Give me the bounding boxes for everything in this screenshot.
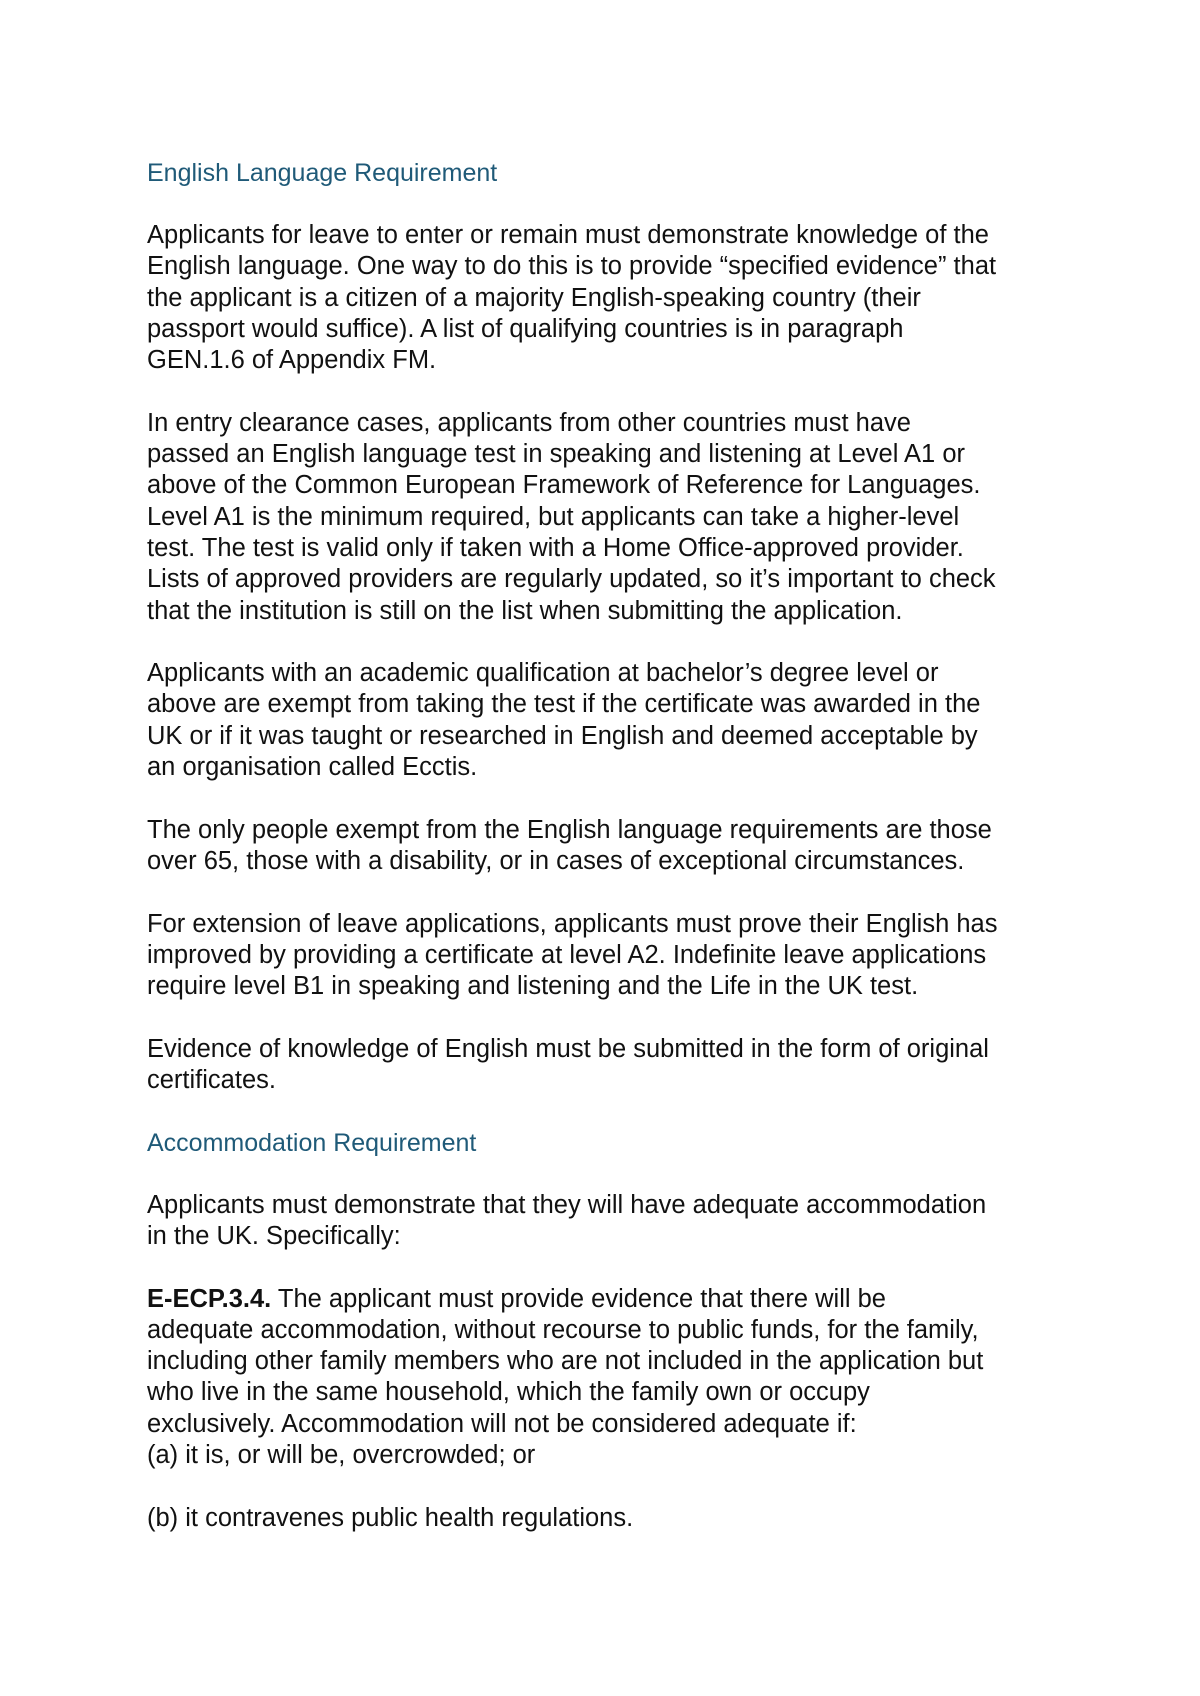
text-line: Applicants for leave to enter or remain must demonstrate knowledge of the bbox=[147, 221, 989, 249]
text-line: adequate accommodation, without recourse to public funds, for the family, bbox=[147, 1315, 979, 1344]
text-line: including other family members who are not included in the application but bbox=[147, 1347, 984, 1376]
text-line: who live in the same household, which the family own or occupy bbox=[147, 1378, 870, 1407]
text-line: Applicants with an academic qualification at bachelor’s degree level or bbox=[147, 659, 939, 688]
text-line: For extension of leave applications, applicants must prove their English has bbox=[147, 909, 998, 938]
text-line: English language. One way to do this is to provide “specified evidence” that bbox=[147, 252, 997, 281]
text-line: The only people exempt from the English language requirements are those bbox=[147, 815, 992, 844]
text-line: that the institution is still on the list when submitting the application. bbox=[147, 596, 903, 625]
text-line: test. The test is valid only if taken with a Home Office-approved provider. bbox=[147, 533, 964, 562]
rule-text: The applicant must provide evidence that there will be bbox=[271, 1284, 886, 1313]
text-line: (a) it is, or will be, overcrowded; or bbox=[147, 1440, 536, 1469]
paragraph bbox=[147, 1190, 1087, 1253]
paragraph bbox=[147, 408, 1087, 627]
text-line: passport would suffice). A list of qualifying countries is in paragraph bbox=[147, 314, 904, 343]
text-line: certificates. bbox=[147, 1066, 276, 1095]
rule-reference: E-ECP.3.4. bbox=[147, 1284, 272, 1313]
text-line: Evidence of knowledge of English must be submitted in the form of original bbox=[147, 1034, 989, 1063]
text-line: In entry clearance cases, applicants from other countries must have bbox=[147, 408, 911, 437]
text-line: Level A1 is the minimum required, but applicants can take a higher-level bbox=[147, 502, 960, 531]
text-line: GEN.1.6 of Appendix FM. bbox=[147, 346, 437, 375]
text-line: passed an English language test in speaking and listening at Level A1 or bbox=[147, 440, 965, 469]
text-line: Lists of approved providers are regularly updated, so it’s important to check bbox=[147, 565, 996, 594]
section-heading: Accommodation Requirement bbox=[147, 1128, 477, 1157]
text-line: exclusively. Accommodation will not be considered adequate if: bbox=[147, 1409, 857, 1438]
text-line: (b) it contravenes public health regulations. bbox=[147, 1503, 634, 1532]
paragraph bbox=[147, 815, 1087, 878]
document-page bbox=[147, 158, 1087, 1565]
text-line: above are exempt from taking the test if the certificate was awarded in the bbox=[147, 690, 981, 719]
text-line: above of the Common European Framework of Reference for Languages. bbox=[147, 471, 981, 500]
paragraph bbox=[147, 220, 1087, 376]
text-line: over 65, those with a disability, or in cases of exceptional circumstances. bbox=[147, 846, 965, 875]
text-line: Applicants must demonstrate that they will have adequate accommodation bbox=[147, 1190, 987, 1219]
text-line bbox=[147, 1284, 1087, 1315]
text-line: UK or if it was taught or researched in English and deemed acceptable by bbox=[147, 721, 978, 750]
text-line: an organisation called Ecctis. bbox=[147, 753, 478, 782]
paragraph bbox=[147, 1034, 1087, 1097]
section-heading: English Language Requirement bbox=[147, 159, 498, 187]
paragraph bbox=[147, 1503, 1087, 1534]
text-line: the applicant is a citizen of a majority English-speaking country (their bbox=[147, 283, 921, 312]
section-english-language bbox=[147, 158, 1087, 1096]
paragraph bbox=[147, 658, 1087, 783]
text-line: in the UK. Specifically: bbox=[147, 1221, 401, 1250]
section-accommodation bbox=[147, 1128, 1087, 1534]
text-line: require level B1 in speaking and listening and the Life in the UK test. bbox=[147, 972, 919, 1001]
rule-paragraph bbox=[147, 1284, 1087, 1472]
paragraph bbox=[147, 909, 1087, 1003]
text-line: improved by providing a certificate at level A2. Indefinite leave applications bbox=[147, 940, 987, 969]
